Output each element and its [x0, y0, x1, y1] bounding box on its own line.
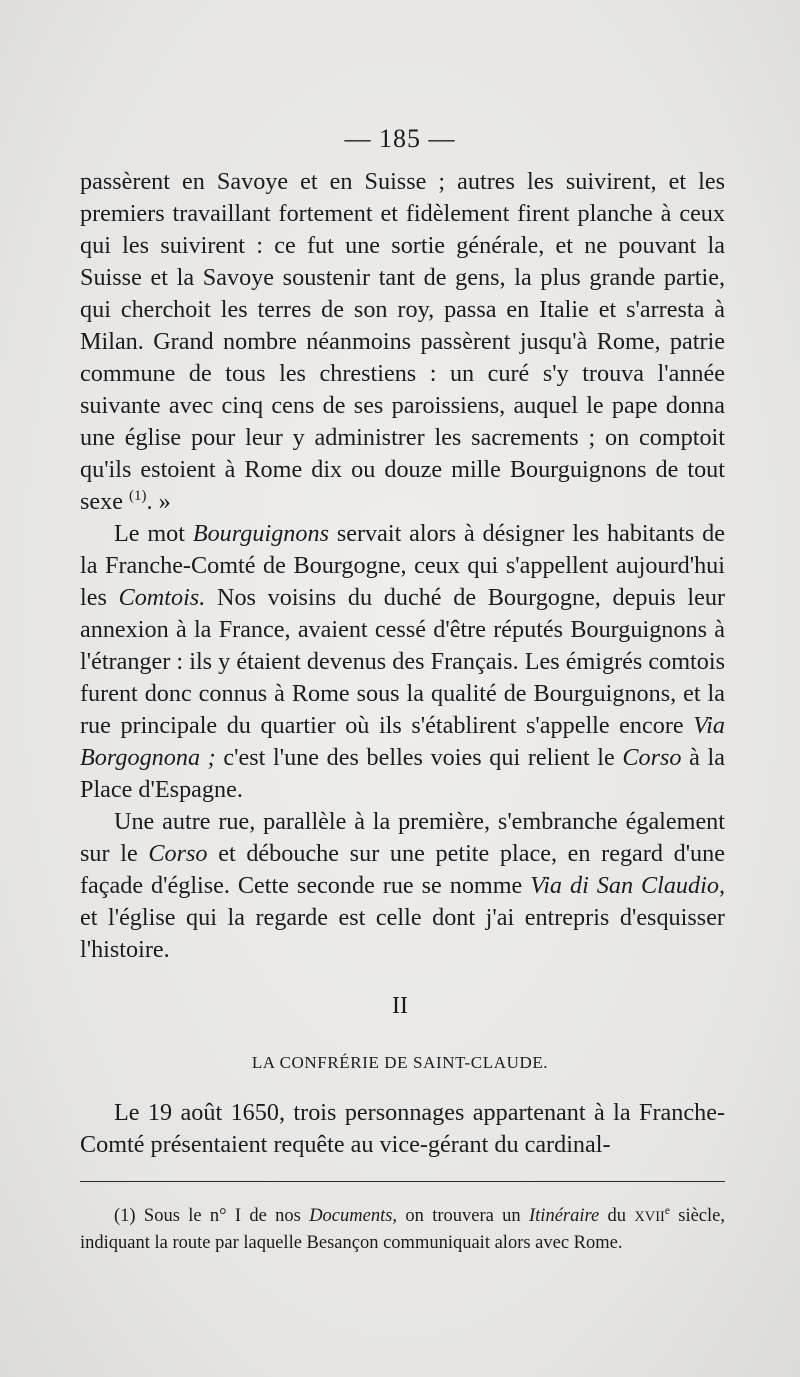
text-run: Le mot — [114, 520, 193, 547]
italic-term: Documents, — [309, 1206, 398, 1226]
italic-term: Corso — [622, 744, 682, 771]
text-run: c'est l'une des belles voies qui relient le — [215, 744, 623, 771]
body-text — [80, 166, 725, 966]
text-run: Nos voisins du duché de Bourgogne, depuis leur annexion à la France, avaient cessé d'être réputés Bourguignons à l'étranger : ils y étaient devenus des Français. Les émigrés comtois furent donc connus à Rome sous la qualité de Bourguignons, et la rue principale du quartier où ils s'établirent s'appelle encore — [80, 584, 726, 739]
italic-term: Bourguignons — [192, 520, 329, 547]
italic-term: Itinéraire — [529, 1206, 600, 1226]
paragraph-quotation-text: passèrent en Savoye et en Suisse ; autres les suivirent, et les premiers travaillant fortement et fidèlement firent planche à ceux qui les suivirent : ce fut une sortie générale, et ne pouvant la Suisse et la Savoye soustenir tant de gens, la plus grande partie, qui cherchoit les terres de son roy, passa en Italie et s'arresta à Milan. Grand nombre néanmoins passèrent jusqu'à Rome, patrie commune de tous les chrestiens : un curé s'y trouva l'année suivante avec cinq cens de ses paroissiens, auquel le pape donna une église pour leur y administrer les sacrements ; on comptoit qu'ils estoient à Rome dix ou douze mille Bourguignons de tout sexe — [80, 168, 725, 515]
text-run: du — [599, 1206, 635, 1226]
text-run: on trouvera un — [397, 1206, 529, 1226]
footnote — [80, 1203, 725, 1256]
paragraph-bourguignons — [80, 518, 725, 806]
paragraph-quotation — [80, 166, 725, 518]
section-title: LA CONFRÉRIE DE SAINT-CLAUDE. — [251, 1053, 549, 1072]
text-run: à la Place d'Espagne. — [80, 744, 725, 803]
paragraph-san-claudio — [80, 806, 725, 966]
century-numeral: XVII — [634, 1209, 665, 1225]
footnote-reference: (1) — [129, 487, 147, 504]
footnote-divider — [80, 1181, 725, 1182]
text-run: Une autre rue, parallèle à la première, s'embranche également sur le — [80, 808, 725, 867]
section-number: II — [392, 993, 408, 1019]
paragraph-quotation-end: . » — [146, 488, 171, 515]
text-run: et débouche sur une petite place, en regard d'une façade d'église. Cette seconde rue se nomme — [80, 840, 725, 899]
text-run: (1) Sous le n° I de nos — [114, 1206, 310, 1226]
text-run: siècle, indiquant la route par laquelle Besançon communiquait alors avec Rome. — [80, 1206, 725, 1253]
text-run: servait alors à désigner les habitants de la Franche-Comté de Bourgogne, ceux qui s'appellent aujourd'hui les — [80, 520, 725, 611]
italic-term: Corso — [148, 840, 208, 867]
paragraph-request: Le 19 août 1650, trois personnages appartenant à la Franche-Comté présentaient requête au vice-gérant du cardinal- — [80, 1099, 725, 1158]
italic-term: Via di San Claudio, — [530, 872, 725, 899]
italic-term: Via Borgognona ; — [80, 712, 725, 771]
italic-term: Comtois. — [118, 584, 206, 611]
superscript: e — [664, 1204, 670, 1217]
page-number: — 185 — — [344, 124, 456, 153]
text-run: et l'église qui la regarde est celle dont j'ai entrepris d'esquisser l'histoire. — [80, 904, 725, 963]
